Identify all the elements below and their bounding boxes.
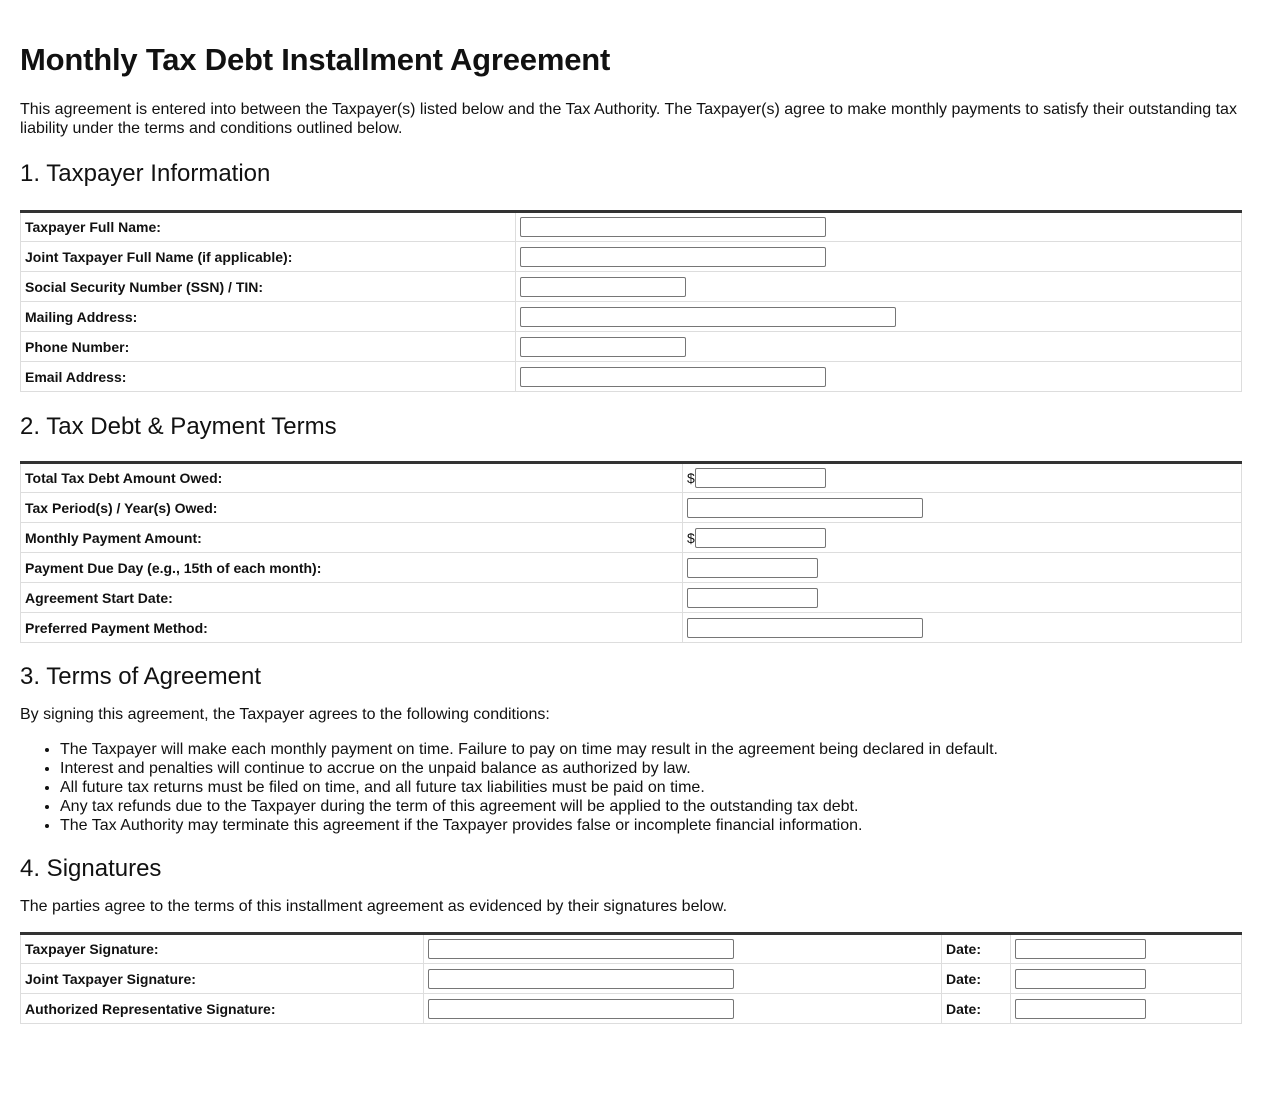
field-label: Tax Period(s) / Year(s) Owed: bbox=[21, 493, 683, 523]
field-label: Joint Taxpayer Signature: bbox=[21, 964, 424, 994]
section-3-heading: 3. Terms of Agreement bbox=[20, 663, 262, 690]
list-item: • The Tax Authority may terminate this agreement if the Taxpayer provides false or incomplete financial information. bbox=[60, 816, 1242, 835]
payment-method-input[interactable] bbox=[687, 618, 923, 638]
table-row bbox=[21, 463, 1242, 493]
field-label: Joint Taxpayer Full Name (if applicable): bbox=[21, 242, 516, 272]
list-item: • All future tax returns must be filed on time, and all future tax liabilities must be paid on time. bbox=[60, 778, 1242, 797]
section-2-heading: 2. Tax Debt & Payment Terms bbox=[20, 413, 337, 440]
table-row bbox=[21, 523, 1242, 553]
representative-date-input[interactable] bbox=[1015, 999, 1146, 1019]
table-row bbox=[21, 242, 1242, 272]
payment-due-day-input[interactable] bbox=[687, 558, 818, 578]
field-label: Email Address: bbox=[21, 362, 516, 392]
phone-number-input[interactable] bbox=[520, 337, 686, 357]
table-row bbox=[21, 272, 1242, 302]
field-label: Agreement Start Date: bbox=[21, 583, 683, 613]
taxpayer-signature-input[interactable] bbox=[428, 939, 734, 959]
field-label: Taxpayer Full Name: bbox=[21, 212, 516, 242]
total-debt-input[interactable] bbox=[695, 468, 826, 488]
currency-symbol: $ bbox=[687, 529, 695, 546]
field-label: Payment Due Day (e.g., 15th of each month): bbox=[21, 553, 683, 583]
taxpayer-date-input[interactable] bbox=[1015, 939, 1146, 959]
field-label: Taxpayer Signature: bbox=[21, 934, 424, 964]
table-row bbox=[21, 212, 1242, 242]
field-label: Mailing Address: bbox=[21, 302, 516, 332]
list-item: • Interest and penalties will continue to accrue on the unpaid balance as authorized by law. bbox=[60, 759, 1242, 778]
field-label: Total Tax Debt Amount Owed: bbox=[21, 463, 683, 493]
currency-symbol: $ bbox=[687, 470, 695, 486]
payment-terms-table bbox=[20, 461, 1242, 643]
table-row bbox=[21, 553, 1242, 583]
terms-list bbox=[20, 740, 1242, 835]
table-row bbox=[21, 964, 1242, 994]
ssn-tin-input[interactable] bbox=[520, 277, 686, 297]
email-address-input[interactable] bbox=[520, 367, 826, 387]
table-row bbox=[21, 583, 1242, 613]
table-row bbox=[21, 994, 1242, 1024]
page-title: Monthly Tax Debt Installment Agreement bbox=[20, 42, 611, 77]
field-label: Preferred Payment Method: bbox=[21, 613, 683, 643]
date-label: Date: bbox=[942, 994, 1011, 1024]
taxpayer-info-table bbox=[20, 210, 1242, 392]
list-item: • Any tax refunds due to the Taxpayer during the term of this agreement will be applied to the outstanding tax debt. bbox=[60, 797, 1242, 816]
signatures-table bbox=[20, 932, 1242, 1024]
taxpayer-name-input[interactable] bbox=[520, 217, 826, 237]
joint-taxpayer-date-input[interactable] bbox=[1015, 969, 1146, 989]
field-label: Social Security Number (SSN) / TIN: bbox=[21, 272, 516, 302]
money-field bbox=[687, 468, 826, 488]
tax-periods-input[interactable] bbox=[687, 498, 923, 518]
section-1-heading: 1. Taxpayer Information bbox=[20, 160, 271, 187]
field-label: Authorized Representative Signature: bbox=[21, 994, 424, 1024]
joint-taxpayer-name-input[interactable] bbox=[520, 247, 826, 267]
field-label: Phone Number: bbox=[21, 332, 516, 362]
agreement-start-date-input[interactable] bbox=[687, 588, 818, 608]
section-4-heading: 4. Signatures bbox=[20, 855, 162, 882]
monthly-payment-input[interactable] bbox=[695, 528, 826, 548]
mailing-address-input[interactable] bbox=[520, 307, 896, 327]
table-row bbox=[21, 332, 1242, 362]
intro-paragraph: This agreement is entered into between the Taxpayer(s) listed below and the Tax Authority. The Taxpayer(s) agree to make monthly payments to satisfy their outstanding tax liability under the terms and conditions outlined below. bbox=[20, 101, 1237, 137]
table-row bbox=[21, 613, 1242, 643]
table-row bbox=[21, 493, 1242, 523]
joint-taxpayer-signature-input[interactable] bbox=[428, 969, 734, 989]
field-label: Monthly Payment Amount: bbox=[21, 523, 683, 553]
table-row bbox=[21, 302, 1242, 332]
date-label: Date: bbox=[942, 934, 1011, 964]
terms-lead: By signing this agreement, the Taxpayer agrees to the following conditions: bbox=[20, 706, 550, 723]
table-row bbox=[21, 934, 1242, 964]
representative-signature-input[interactable] bbox=[428, 999, 734, 1019]
date-label: Date: bbox=[942, 964, 1011, 994]
money-field bbox=[687, 528, 826, 548]
signatures-lead: The parties agree to the terms of this installment agreement as evidenced by their signatures below. bbox=[20, 898, 728, 915]
table-row bbox=[21, 362, 1242, 392]
list-item: • The Taxpayer will make each monthly payment on time. Failure to pay on time may result in the agreement being declared in default. bbox=[60, 740, 1242, 759]
